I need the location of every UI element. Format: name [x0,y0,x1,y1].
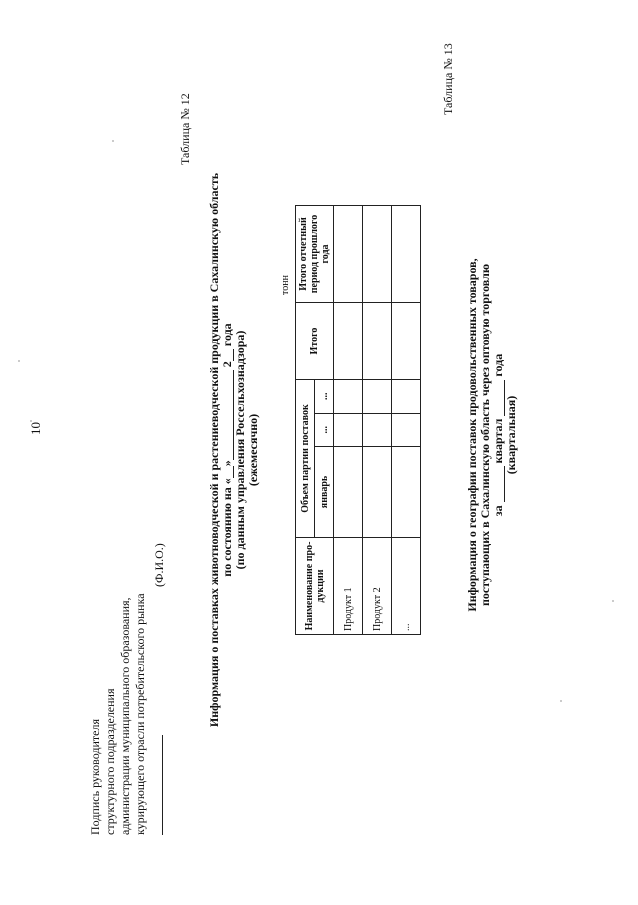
header-product: Наименование про-дукции [296,538,334,635]
cell [392,303,421,380]
table-row [392,206,421,635]
header-volume: Объем партии поставок [296,380,315,538]
table12-heading [208,100,260,800]
cell [392,413,421,446]
table12-period: (ежемесячно) [246,413,260,487]
table-header-row [296,206,315,635]
table13-frequency: (квартальная) [504,395,518,475]
signature-block [88,515,166,835]
header-prev-period: Итого отчетный период прошлого года [296,206,334,303]
table13-title-2: поступающих в Сахалинскую область через оптовую торговлю [478,264,492,606]
row-product: ... [392,538,421,635]
header-total: Итого [296,303,334,380]
table13-period-line: за квартал года [491,353,505,517]
table-row [363,206,392,635]
header-month-january: январь [315,447,334,538]
signature-line-1: Подпись руководителя [88,719,102,835]
table-row [334,206,363,635]
cell [334,413,363,446]
header-month-ellipsis: ... [315,413,334,446]
signature-underline [151,735,163,835]
table13-heading [466,155,518,715]
cell [363,380,392,414]
signature-line-2: структурного подразделения [103,688,117,835]
cell [363,303,392,380]
cell [363,206,392,303]
unit-label: тонн [280,275,291,295]
row-product: Продукт 1 [334,538,363,635]
cell [334,380,363,414]
cell [392,206,421,303]
cell [334,447,363,538]
table12-date-line: по состоянию на «» 2 года [220,323,234,577]
signature-line-4: курирующего отрасли потребительского рынка [133,515,163,835]
table13-label: Таблица № 13 [441,43,455,115]
cell [334,206,363,303]
table12-source: (по данным управления Россельхознадзора) [233,330,247,570]
supply-table [295,205,421,635]
page-number: 10 [28,422,43,435]
fio-label: (Ф.И.О.) [152,543,166,587]
table12-label: Таблица № 12 [178,93,192,165]
cell [392,447,421,538]
row-product: Продукт 2 [363,538,392,635]
cell [363,447,392,538]
cell [392,380,421,414]
signature-line-3: администрации муниципального образования, [118,597,132,835]
table13-title-1: Информация о географии поставок продовольственных товаров, [465,258,479,612]
cell [363,413,392,446]
header-month-ellipsis: ... [315,380,334,414]
table12-title: Информация о поставках животноводческой и растениеводческой продукции в Сахалинскую область [207,172,221,728]
cell [334,303,363,380]
